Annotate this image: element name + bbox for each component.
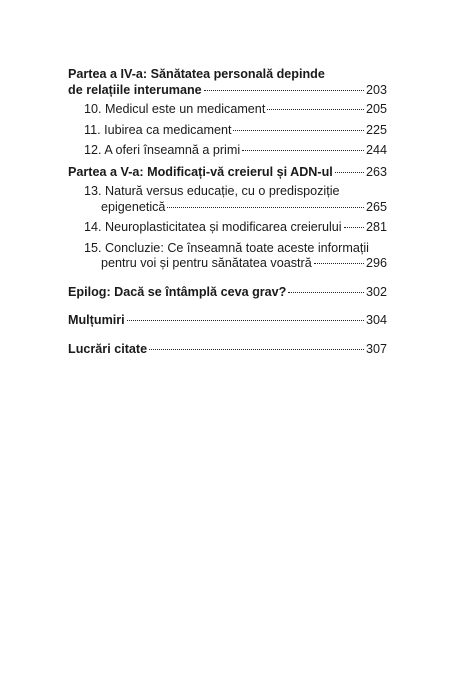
part-5-title: Partea a V-a: Modificați-vă creierul și ADN-ul [68,164,333,179]
epilog-page: 302 [365,284,387,299]
thanks-page: 304 [365,313,387,327]
chapter-13-title-line-2: epigenetică [101,199,166,214]
chapter-14-title-text: Neuroplasticitatea și modificarea creierului [105,220,342,234]
toc-works-cited [68,342,387,358]
works-cited-page: 307 [365,341,387,356]
chapter-13-line-2-entry [84,200,387,216]
chapter-12-number: 12. [84,143,102,157]
chapter-15-title-line-2: pentru voi și pentru sănătatea voastră [101,256,312,270]
chapter-11-title-text: Iubirea ca medicament [104,122,232,137]
works-cited-title: Lucrări citate [68,341,148,356]
chapter-10-title [84,102,265,118]
dot-leader [127,320,364,321]
chapter-11-page: 225 [365,122,387,137]
chapter-15-page: 296 [365,256,387,270]
dot-leader [233,130,364,131]
table-of-contents [68,67,387,361]
chapter-12-entry [84,143,387,159]
part-4-title-line-2-entry [68,83,387,99]
thanks-title: Mulțumiri [68,313,125,327]
chapter-13-line-1 [84,184,387,200]
chapter-11-number: 11. [84,122,101,137]
toc-thanks [68,313,387,329]
toc-chapter-15 [68,241,387,272]
chapter-10-entry [84,102,387,118]
dot-leader [204,90,364,91]
toc-part-4 [68,67,387,98]
chapter-10-title-text: Medicul este un medicament [105,102,266,116]
chapter-12-title [84,143,240,159]
toc-epilog [68,285,387,301]
dot-leader [314,263,364,264]
dot-leader [288,292,364,293]
part-4-title-line-2: de relațiile interumane [68,82,202,97]
toc-chapter-14 [68,220,387,236]
dot-leader [335,172,364,173]
chapter-13-page: 265 [365,199,387,214]
dot-leader [149,349,364,350]
toc-chapter-11 [68,123,387,139]
toc-chapter-13 [68,184,387,215]
chapter-15-number: 15. [84,240,102,255]
chapter-12-page: 244 [365,143,387,157]
chapter-11-title [84,123,231,139]
chapter-14-number: 14. [84,220,102,234]
chapter-13-number: 13. [84,184,102,198]
works-cited-entry [68,342,387,358]
dot-leader [242,150,364,151]
chapter-15-line-1 [84,241,387,257]
chapter-14-title [84,220,342,236]
part-4-title-line-1: Partea a IV-a: Sănătatea personală depinde [68,67,325,81]
toc-chapter-10 [68,102,387,118]
toc-part-5 [68,165,387,181]
thanks-entry [68,313,387,329]
toc-chapter-12 [68,143,387,159]
chapter-15-title-line-1: Concluzie: Ce înseamnă toate aceste informații [105,240,369,255]
dot-leader [344,227,364,228]
dot-leader [167,207,364,208]
chapter-12-title-text: A oferi înseamnă a primi [104,143,241,157]
chapter-14-entry [84,220,387,236]
part-4-page: 203 [365,82,387,97]
chapter-15-line-2-entry [84,256,387,272]
part-5-entry [68,165,387,181]
chapter-10-number: 10. [84,102,102,116]
dot-leader [267,109,364,110]
epilog-entry [68,285,387,301]
chapter-11-entry [84,123,387,139]
chapter-13-title-line-1: Natură versus educație, cu o predispoziție [105,184,340,198]
epilog-title: Epilog: Dacă se întâmplă ceva grav? [68,284,287,299]
chapter-14-page: 281 [365,220,387,234]
chapter-10-page: 205 [365,102,387,116]
part-5-page: 263 [365,164,387,179]
